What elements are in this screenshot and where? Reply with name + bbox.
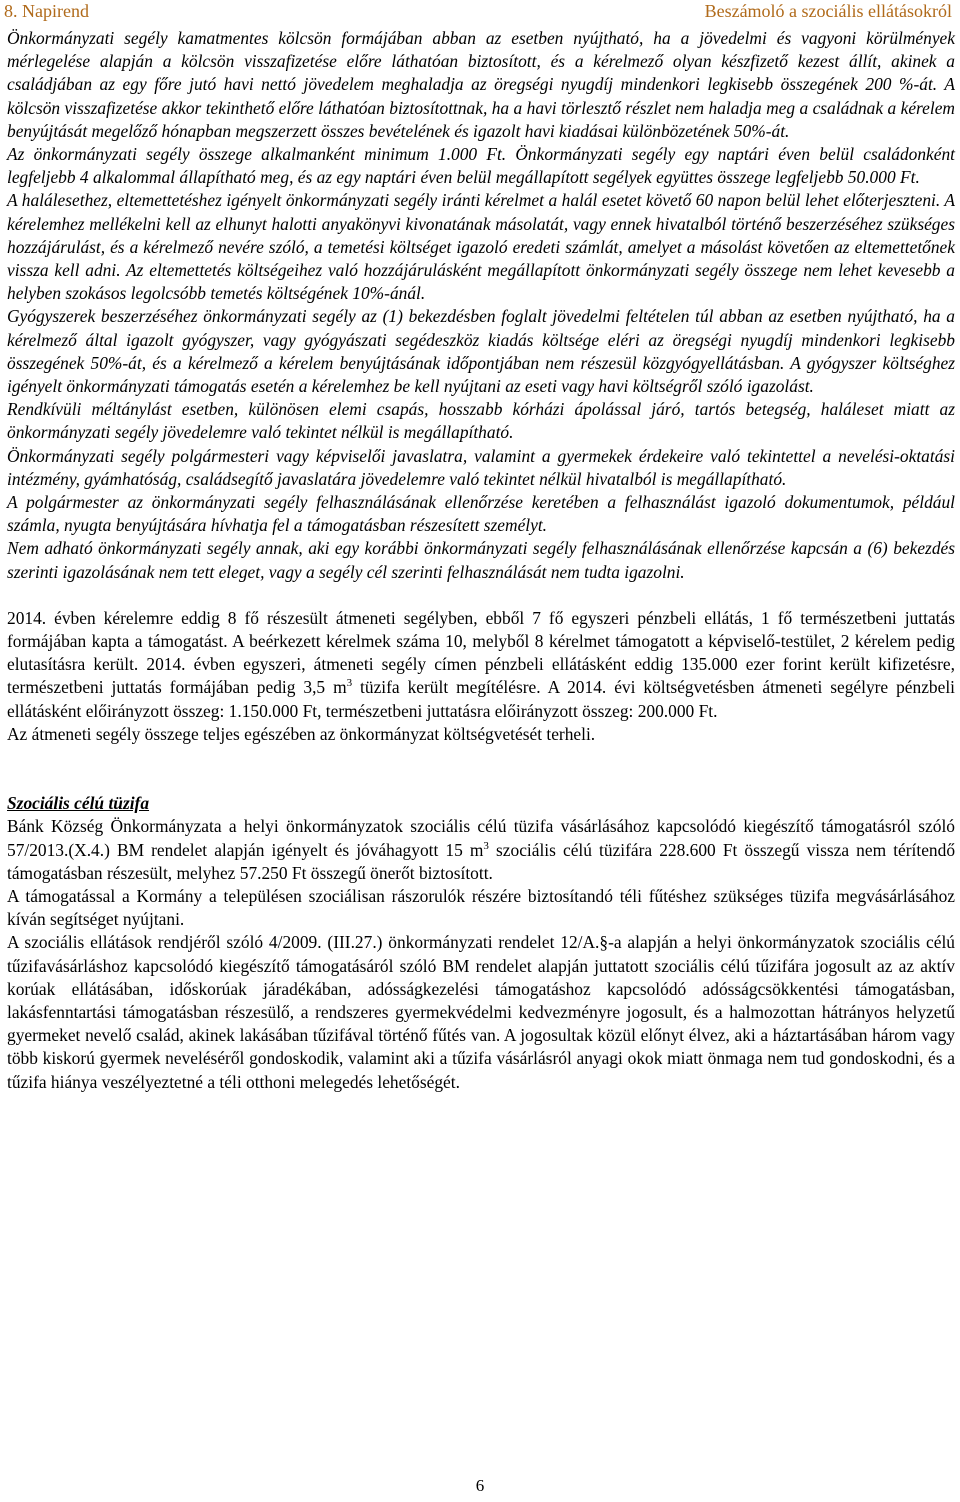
paragraph-firewood-purpose: A támogatással a Kormány a településen szociálisan rászorulók részére biztosítandó téli fűtéshez szükséges tüzifa megvásárlásához kíván segítséget nyújtani.: [7, 885, 955, 930]
page-header: [0, 0, 960, 24]
paragraph-firewood-eligibility: A szociális ellátások rendjéről szóló 4/2009. (III.27.) önkormányzati rendelet 12/A.§-a alapján a helyi önkormányzatok szociális célú tűzifavásárláshoz kapcsolódó kiegészítő támogatásáról szóló BM rendelet alapján juttatott szociális célú tűzifára jogosult az az aktív korúak ellátásában, időskorúak járadékában, adósságkezelési támogatáshoz kapcsolódó adósságcsökkentési támogatásban, lakásfenntartási támogatásban részesülő, a rendszeres gyermekvédelmi kedvezményre jogosult, és a halmozottan hátrányos helyzetű gyermeket nevelő család, akinek lakásában tűzifával történő fűtés van. A jogosultak közül előnyt élvez, aki a háztartásában három vagy több kiskorú gyermek neveléséről gondoskodik, valamint aki a tűzifa vásárlásról anyagi okok miatt önmaga nem tud gondoskodni, és a tűzifa hiánya veszélyeztetné a téli otthoni melegedés lehetőségét.: [7, 932, 955, 1092]
paragraph-equity: Rendkívüli méltánylást esetben, különösen elemi csapás, hosszabb kórházi ápolással járó, tartós betegség, haláleset miatt az önkormányzati segély jövedelemre való tekintet nélkül is megállapítható.: [7, 399, 955, 443]
paragraph-ex-officio: Önkormányzati segély polgármesteri vagy képviselői javaslatra, valamint a gyermekek érdekeire való tekintettel a nevelési-oktatási intézmény, gyámhatóság, családsegítő javaslatára jövedelemre való tekintet nélkül hivatalból is megállapítható.: [7, 445, 955, 489]
paragraph-2014-summary: [7, 607, 955, 723]
header-document-title: Beszámoló a szociális ellátásokról: [704, 1, 952, 21]
cubic-superscript: 3: [483, 839, 489, 852]
paragraph-firewood-grant: [7, 815, 955, 885]
page-number: 6: [475, 1476, 485, 1495]
paragraph-control: A polgármester az önkormányzati segély felhasználásának ellenőrzése keretében a felhasználást igazoló dokumentumok, például számla, nyugta benyújtására hívhatja fel a támogatásban részesített személyt.: [7, 492, 955, 536]
summary-text-end: tüzifa került megítélésre. A 2014. évi költségvetésben átmeneti segélyre pénzbeli ellátásként előirányzott összeg: 1.150.000 Ft, természetbeni juttatásra előirányzott összeg: 200.000 Ft.: [7, 677, 956, 721]
paragraph-amount-limits: Az önkormányzati segély összege alkalmanként minimum 1.000 Ft. Önkormányzati segély egy naptári éven belül családonként legfeljebb 4 alkalommal állapítható meg, és az egy naptári éven belül megállapított segélyek együttes összege legfeljebb 50.000 Ft.: [7, 144, 955, 188]
summary-text-start: 2014. évben kérelemre eddig 8 fő részesült átmeneti segélyben, ebből 7 fő egyszeri pénzbeli ellátás, 1 fő természetbeni juttatás formájában kapta a támogatást. A beérkezett kérelmek száma 10, melyből 8 kérelmet támogatott a képviselő-testület, 2 kérelem pedig elutasításra került. 2014. évben egyszeri, átmeneti segély címen pénzbeli ellátásként eddig 135.000 ezer forint került kifizetésre, természetbeni juttatás formájában pedig 3,5 m: [7, 607, 955, 698]
section-title-text: Szociális célú tüzifa: [7, 793, 150, 814]
paragraph-funeral: A halálesethez, eltemettetéshez igényelt önkormányzati segély iránti kérelmet a halál esetet követő 60 napon belül lehet előterjeszteni. A kérelemhez mellékelni kell az elhunyt halotti anyakönyvi kivonatának másolatát, vagy ennek hivatalból történő beszerzéséhez szükséges hozzájárulást, és a kérelmező nevére szóló, a temetési költséget igazoló eredeti számlát, amelyet a másolást követően az eltemettetőnek vissza kell adni. Az eltemettetés költségeihez való hozzájárulásként megállapított önkormányzati segély összege nem lehet kevesebb a helyben szokásos legolcsóbb temetés költségének 10%-ánál.: [7, 190, 955, 304]
cubic-superscript: 3: [346, 677, 353, 690]
paragraph-exclusion: Nem adható önkormányzati segély annak, aki egy korábbi önkormányzati segély felhasználásának ellenőrzése kapcsán a (6) bekezdés szerinti igazolásának nem tett eleget, vagy a segély cél szerinti felhasználását nem tudta igazolni.: [7, 538, 955, 582]
spacer: [7, 584, 955, 607]
grant-text-end: szociális célú tüzifára 228.600 Ft összegű vissza nem térítendő támogatásban részesült, melyhez 57.250 Ft összegű önerőt biztosított.: [7, 839, 956, 883]
paragraph-medication: Gyógyszerek beszerzéséhez önkormányzati segély az (1) bekezdésben foglalt jövedelmi feltételen túl abban az esetben nyújtható, ha a kérelmező által igazolt gyógyszer, vagy gyógyászati segédeszköz kiadás költsége eléri az öregségi nyugdíj mindenkori legkisebb összegének 50%-át, és a kérelmező a kérelem benyújtásának időpontjában nem részesül közgyógyellátásban. A gyógyszer költséghez igényelt önkormányzati támogatás esetén a kérelemhez be kell nyújtani az eseti vagy havi költségről szóló igazolást.: [7, 306, 955, 397]
italic-regulation-block: [7, 27, 955, 584]
section-title-firewood: [7, 792, 955, 815]
header-agenda-label: 8. Napirend: [4, 1, 89, 21]
paragraph-loan: Önkormányzati segély kamatmentes kölcsön formájában abban az esetben nyújtható, ha a jövedelmi és vagyoni körülmények mérlegelése alapján a kölcsön visszafizetése előre láthatóan biztosított, és a kérelmező olyan készfizető kezest állít, akinek a családjában az egy főre jutó havi nettó jövedelem meghaladja az öregségi nyugdíj mindenkori legkisebb összegének 200 %-át. A kölcsön visszafizetése akkor tekinthető előre láthatóan biztosítottnak, ha a havi törlesztő részlet nem haladja meg a családnak a kérelem benyújtását megelőző hónapban megszerzett összes bevételének és igazolt havi kiadásai különbözetének 50%-át.: [7, 28, 955, 141]
spacer: [7, 746, 955, 792]
paragraph-budget-note: Az átmeneti segély összege teljes egészében az önkormányzat költségvetését terheli.: [7, 723, 596, 744]
grant-text-start: Bánk Község Önkormányzata a helyi önkormányzatok szociális célú tüzifa vásárlásához kapcsolódó kiegészítő támogatásról szóló 57/2013.(X.4.) BM rendelet alapján igényelt és jóváhagyott 15 m: [7, 816, 955, 860]
document-body: [7, 27, 955, 1094]
